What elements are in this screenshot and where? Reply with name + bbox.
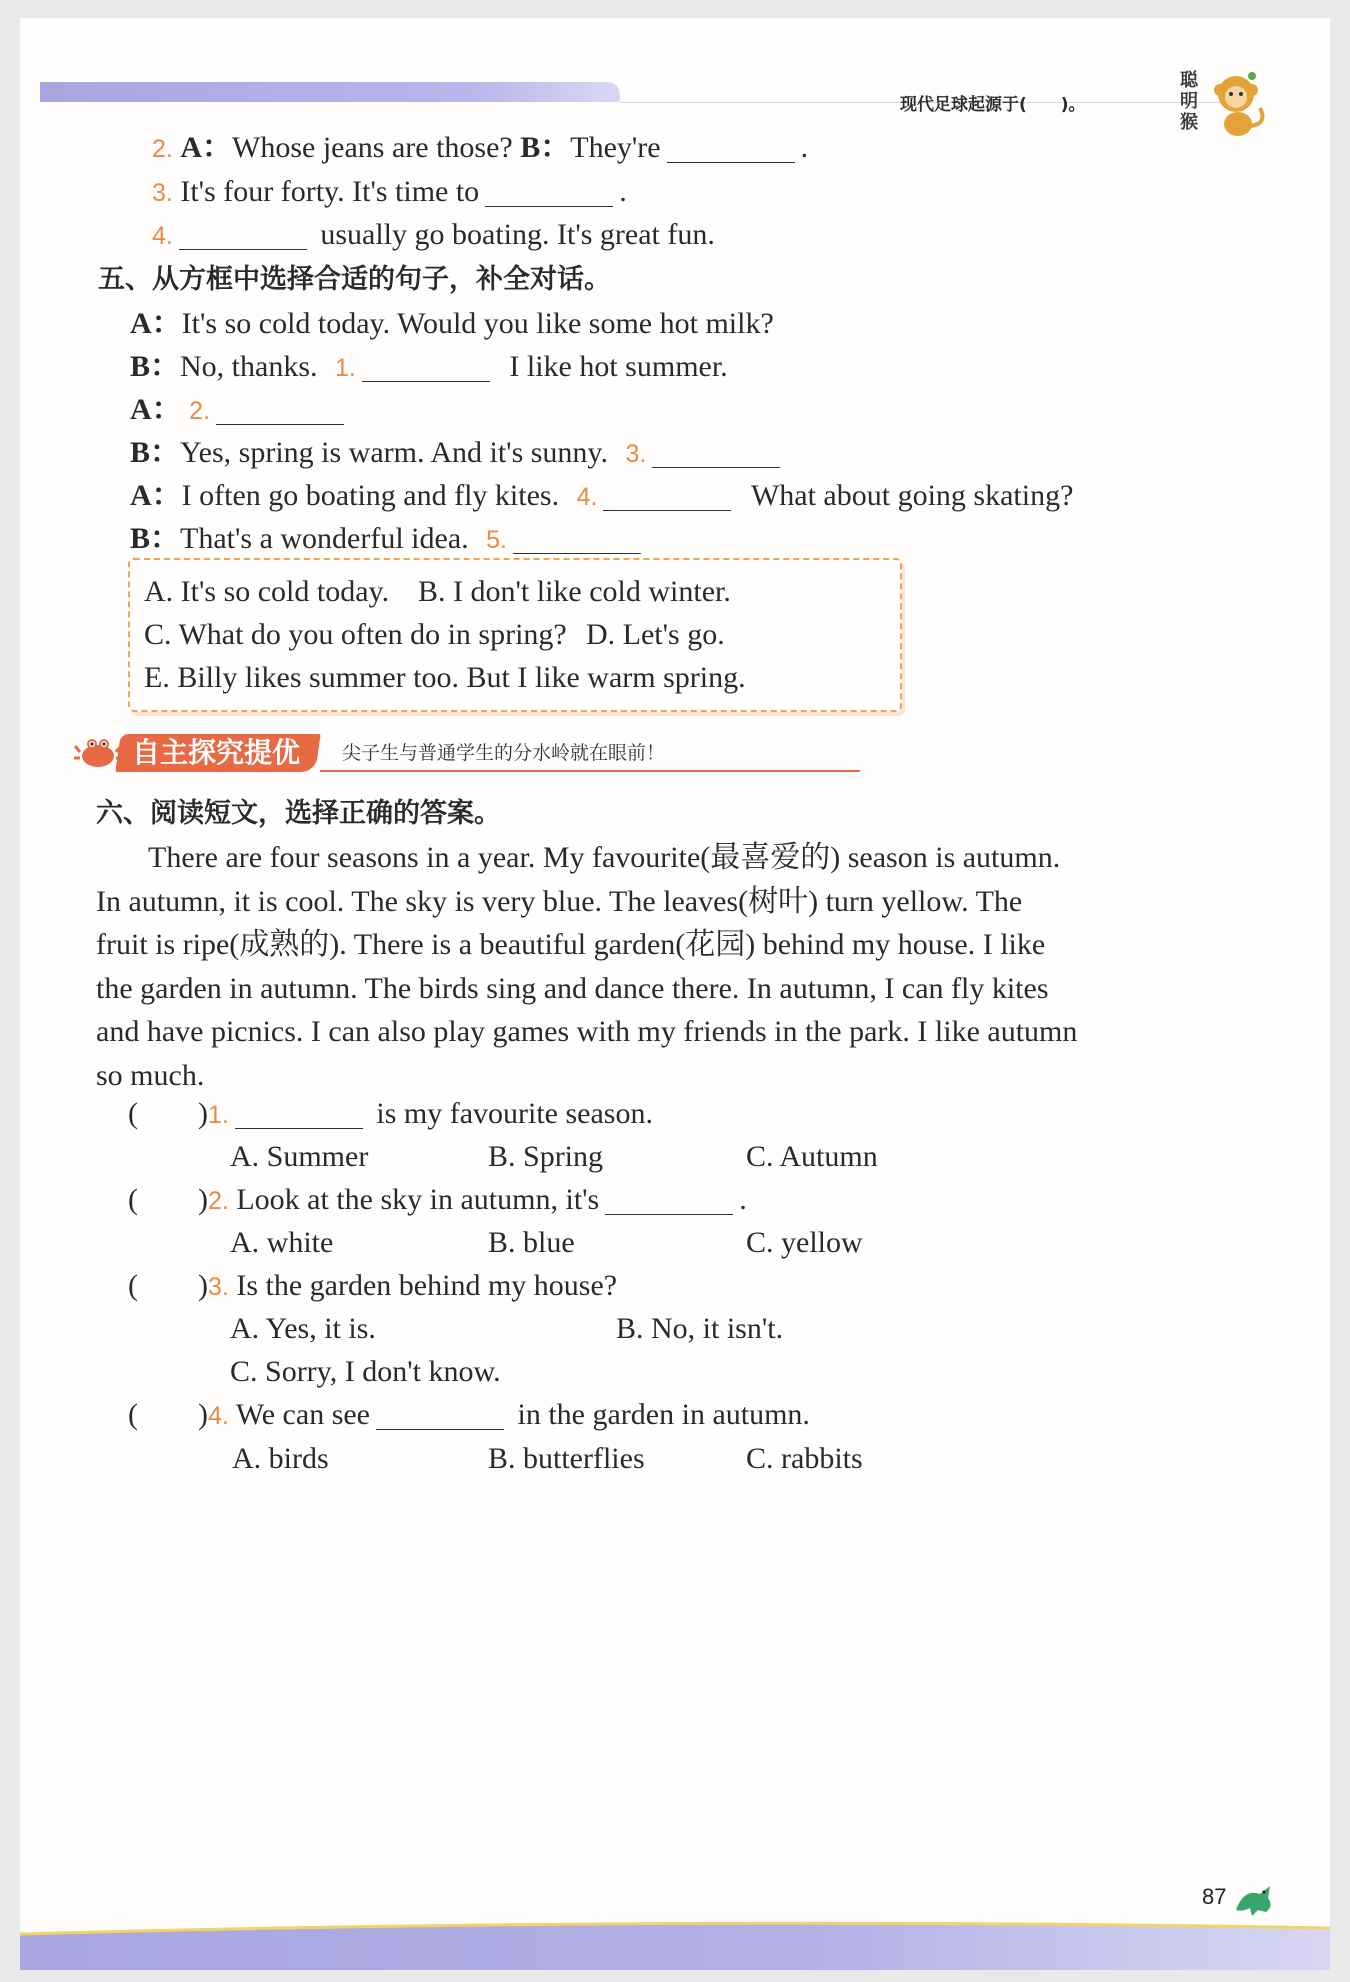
sentence-text: That's a wonderful idea. (180, 522, 469, 555)
speaker-label: A： (130, 393, 182, 426)
question-1 (128, 1094, 653, 1135)
passage-line: so much. (96, 1058, 205, 1092)
answer-blank[interactable] (513, 523, 641, 554)
answer-blank[interactable] (216, 394, 344, 425)
sentence-text: They're (570, 131, 661, 164)
blank-number: 5. (486, 526, 508, 554)
dialogue-line-3 (130, 390, 350, 431)
dialogue-line-6 (130, 519, 647, 560)
blank-number: 2. (189, 397, 211, 425)
q3-option-a: A. Yes, it is. (230, 1312, 376, 1345)
workbook-page (20, 18, 1330, 1970)
answer-blank[interactable] (376, 1399, 504, 1430)
monkey-mascot-icon (1180, 64, 1270, 144)
speaker-label: B： (130, 522, 181, 555)
q2-option-b: B. blue (488, 1226, 575, 1259)
item-number: 2. (152, 135, 173, 163)
speaker-label: A： (180, 131, 233, 164)
speaker-label: A： (130, 479, 182, 512)
sentence-text: I like hot summer. (509, 350, 728, 383)
mascot-label: 聪明猴 (1180, 70, 1198, 133)
part4-item-4 (152, 215, 715, 256)
question-3 (128, 1266, 617, 1307)
item-number: 4. (152, 222, 173, 250)
answer-blank[interactable] (235, 1098, 363, 1129)
crab-icon (74, 732, 122, 772)
options-box (128, 558, 902, 712)
q3-option-c: C. Sorry, I don't know. (230, 1355, 501, 1388)
passage-line: In autumn, it is cool. The sky is very blue. The leaves(树叶) turn yellow. The (96, 884, 1023, 918)
reading-passage (96, 836, 1078, 1097)
part4-item-2 (152, 128, 808, 169)
answer-blank[interactable] (605, 1184, 733, 1215)
sentence-text: Yes, spring is warm. And it's sunny. (180, 436, 608, 469)
punctuation: . (619, 175, 627, 208)
q2-option-a: A. white (230, 1226, 334, 1259)
answer-blank[interactable] (485, 176, 613, 207)
sentence-text: usually go boating. It's great fun. (320, 218, 715, 251)
q1-option-a: A. Summer (230, 1140, 369, 1173)
question-number: 1. (208, 1101, 229, 1129)
banner-title: 自主探究提优 (132, 736, 301, 769)
answer-blank[interactable] (667, 132, 795, 163)
answer-blank[interactable] (652, 437, 780, 468)
q4-option-b: B. butterflies (488, 1442, 645, 1475)
sentence-text: It's so cold today. Would you like some hot milk? (181, 307, 774, 340)
part5-title: 五、从方框中选择合适的句子，补全对话。 (98, 264, 611, 295)
q3-option-b: B. No, it isn't. (616, 1312, 784, 1345)
q1-option-c: C. Autumn (746, 1140, 878, 1173)
page-number: 87 (1202, 1884, 1227, 1909)
sentence-text: No, thanks. (180, 350, 318, 383)
dialogue-line-5 (130, 476, 1073, 517)
answer-blank[interactable] (362, 351, 490, 382)
blank-number: 1. (335, 354, 356, 382)
dialogue-line-2 (130, 347, 728, 388)
question-text: is my favourite season. (376, 1097, 653, 1130)
speaker-label: B： (130, 436, 181, 469)
dialogue-line-4 (130, 433, 786, 474)
question-4 (128, 1395, 810, 1436)
blank-number: 4. (576, 483, 598, 511)
blank-number: 3. (625, 440, 647, 468)
passage-line: and have picnics. I can also play games with my friends in the park. I like autumn (96, 1015, 1078, 1048)
footer-stripe (20, 1914, 1330, 1970)
question-number: 4. (208, 1402, 229, 1430)
punctuation: . (800, 131, 809, 164)
sentence-text: What about going skating? (750, 479, 1074, 512)
answer-parenthesis[interactable]: ( ) (128, 1269, 208, 1302)
part4-item-3 (152, 172, 627, 213)
question-2 (128, 1180, 747, 1221)
q1-option-b: B. Spring (488, 1140, 604, 1173)
sentence-text: I often go boating and fly kites. (181, 479, 560, 512)
q2-option-c: C. yellow (746, 1226, 863, 1259)
header-trivia: 现代足球起源于( )。 (900, 95, 1086, 115)
option-a: A. It's so cold today. (144, 575, 390, 608)
speaker-label: B： (520, 131, 571, 164)
passage-line: the garden in autumn. The birds sing and dance there. In autumn, I can fly kites (96, 971, 1049, 1005)
option-d: D. Let's go. (586, 618, 725, 651)
option-b: B. I don't like cold winter. (418, 575, 731, 608)
speaker-label: A： (130, 307, 182, 340)
punctuation: . (739, 1183, 747, 1216)
question-text: Look at the sky in autumn, it's (236, 1183, 600, 1216)
banner-slogan: 尖子生与普通学生的分水岭就在眼前！ (342, 742, 666, 764)
answer-parenthesis[interactable]: ( ) (128, 1183, 208, 1216)
sentence-text: It's four forty. It's time to (180, 175, 480, 208)
option-e: E. Billy likes summer too. But I like warm spring. (144, 661, 746, 694)
q4-option-a: A. birds (232, 1442, 329, 1475)
banner-underline (320, 770, 860, 772)
answer-blank[interactable] (603, 480, 731, 511)
speaker-label: B： (130, 350, 181, 383)
answer-parenthesis[interactable]: ( ) (128, 1398, 208, 1431)
question-text: in the garden in autumn. (517, 1398, 810, 1431)
question-text: Is the garden behind my house? (236, 1269, 618, 1302)
passage-line: fruit is ripe(成熟的). There is a beautiful garden(花园) behind my house. I like (96, 928, 1046, 961)
q4-option-c: C. rabbits (746, 1442, 863, 1475)
item-number: 3. (152, 179, 173, 207)
passage-line: There are four seasons in a year. My favourite(最喜爱的) season is autumn. (148, 841, 1061, 874)
question-number: 2. (208, 1187, 229, 1215)
question-number: 3. (208, 1273, 229, 1301)
dialogue-line-1 (130, 304, 774, 344)
answer-blank[interactable] (179, 219, 307, 250)
sentence-text: Whose jeans are those? (232, 131, 513, 164)
header-stripe (40, 76, 620, 110)
answer-parenthesis[interactable]: ( ) (128, 1097, 208, 1130)
question-text: We can see (235, 1398, 370, 1431)
option-c: C. What do you often do in spring? (144, 618, 567, 651)
part6-title: 六、阅读短文，选择正确的答案。 (96, 798, 501, 829)
